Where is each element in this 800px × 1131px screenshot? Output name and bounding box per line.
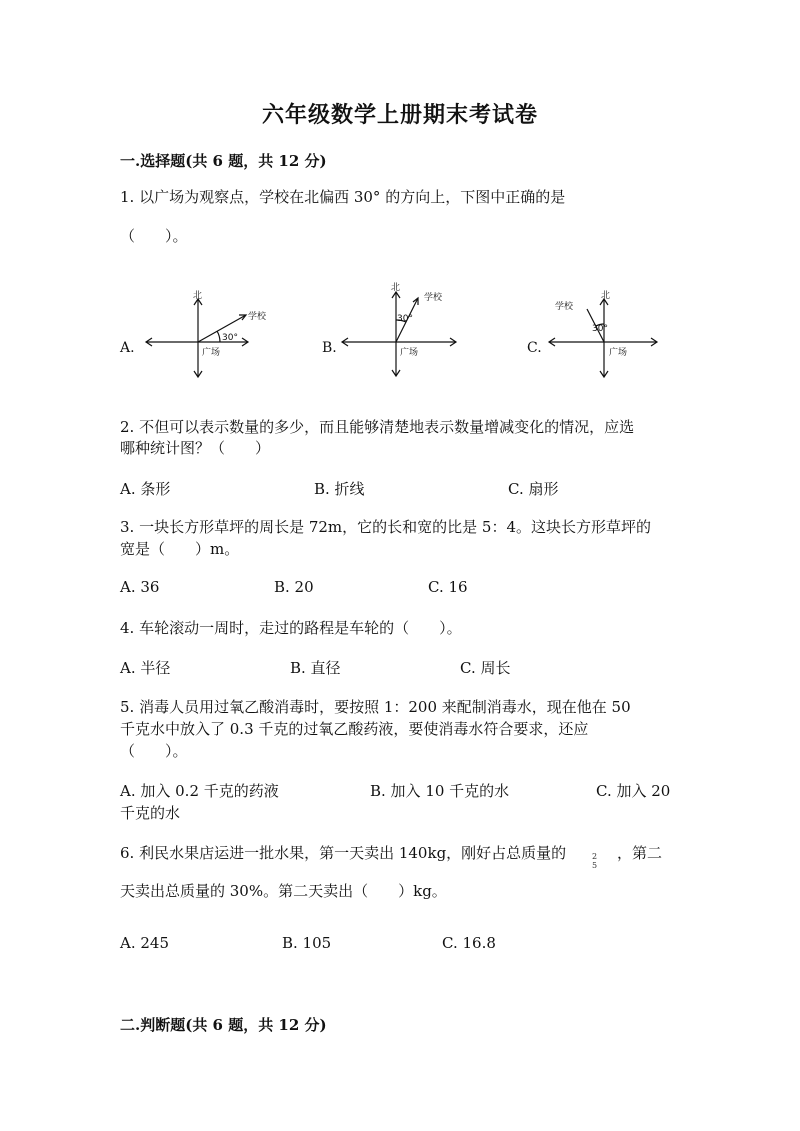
diagram-c-angle-label: 30° bbox=[592, 324, 608, 334]
question-6-fraction bbox=[592, 852, 597, 870]
question-5-text-line2: 千克水中放入了 0.3 千克的过氧乙酸药液，要使消毒水符合要求，还应 bbox=[120, 720, 589, 738]
diagram-b-school-label: 学校 bbox=[424, 293, 443, 303]
question-5-text-line1: 5. 消毒人员用过氧乙酸消毒时，要按照 1：200 来配制消毒水，现在他在 50 bbox=[120, 698, 631, 716]
diagram-b bbox=[338, 278, 468, 384]
question-3-option-a: A. 36 bbox=[120, 578, 160, 596]
question-6-option-a: A. 245 bbox=[120, 934, 169, 952]
diagram-a bbox=[140, 285, 267, 385]
diagram-a-north-label: 北 bbox=[193, 291, 203, 301]
question-3-text-line2: 宽是（ ）m。 bbox=[120, 540, 240, 558]
section-heading-choice: 一.选择题(共 6 题，共 12 分) bbox=[120, 152, 327, 170]
fraction-denominator: 5 bbox=[592, 861, 598, 870]
section-heading-true-false: 二.判断题(共 6 题，共 12 分) bbox=[120, 1016, 327, 1034]
question-3-option-b: B. 20 bbox=[274, 578, 314, 596]
question-6-text-line2: 天卖出总质量的 30%。第二天卖出（ ）kg。 bbox=[120, 882, 447, 900]
question-5-option-c-continued: 千克的水 bbox=[120, 804, 181, 822]
question-4-text: 4. 车轮滚动一周时，走过的路程是车轮的（ ）。 bbox=[120, 619, 462, 637]
fraction-numerator: 2 bbox=[592, 852, 598, 861]
diagram-a-angle-arc bbox=[217, 331, 220, 342]
question-1-text: 1. 以广场为观察点，学校在北偏西 30° 的方向上，下图中正确的是 bbox=[120, 188, 566, 206]
question-1-blank: （ ）。 bbox=[120, 227, 188, 245]
diagram-c-school-label: 学校 bbox=[555, 302, 574, 312]
diagram-c-north-label: 北 bbox=[601, 291, 611, 301]
question-5-option-c: C. 加入 20 bbox=[596, 782, 671, 800]
question-4-option-b: B. 直径 bbox=[290, 659, 341, 677]
question-2-text-line2: 哪种统计图？（ ） bbox=[120, 439, 271, 457]
question-2-option-c: C. 扇形 bbox=[508, 480, 559, 498]
diagram-a-angle-label: 30° bbox=[222, 333, 238, 343]
diagram-b-angle-label: 30° bbox=[397, 314, 413, 324]
diagram-c bbox=[545, 285, 670, 385]
diagram-a-option-label: A. bbox=[120, 340, 135, 356]
question-6-option-c: C. 16.8 bbox=[442, 934, 496, 952]
question-5-option-a: A. 加入 0.2 千克的药液 bbox=[120, 782, 279, 800]
diagram-b-option-label: B. bbox=[322, 340, 337, 356]
diagram-c-option-label: C. bbox=[527, 340, 542, 356]
diagram-a-school-label: 学校 bbox=[248, 312, 267, 322]
question-6-text-line1-end: ，第二 bbox=[617, 844, 663, 862]
question-3-option-c: C. 16 bbox=[428, 578, 468, 596]
question-6-option-b: B. 105 bbox=[282, 934, 332, 952]
question-4-option-a: A. 半径 bbox=[120, 659, 171, 677]
question-6-text-line1: 6. 利民水果店运进一批水果，第一天卖出 140kg，刚好占总质量的 bbox=[120, 844, 567, 862]
diagram-b-north-label: 北 bbox=[391, 283, 401, 293]
question-5-option-b: B. 加入 10 千克的水 bbox=[370, 782, 510, 800]
page-title: 六年级数学上册期末考试卷 bbox=[261, 102, 538, 128]
question-2-text-line1: 2. 不但可以表示数量的多少，而且能够清楚地表示数量增减变化的情况，应选 bbox=[120, 418, 635, 436]
question-3-text-line1: 3. 一块长方形草坪的周长是 72m，它的长和宽的比是 5：4。这块长方形草坪的 bbox=[120, 518, 652, 536]
question-5-text-line3: （ ）。 bbox=[120, 742, 188, 760]
diagram-b-plaza-label: 广场 bbox=[400, 348, 419, 358]
diagram-a-plaza-label: 广场 bbox=[202, 348, 221, 358]
question-4-option-c: C. 周长 bbox=[460, 659, 511, 677]
question-2-option-a: A. 条形 bbox=[120, 480, 171, 498]
question-2-option-b: B. 折线 bbox=[314, 480, 365, 498]
diagram-c-plaza-label: 广场 bbox=[609, 348, 628, 358]
